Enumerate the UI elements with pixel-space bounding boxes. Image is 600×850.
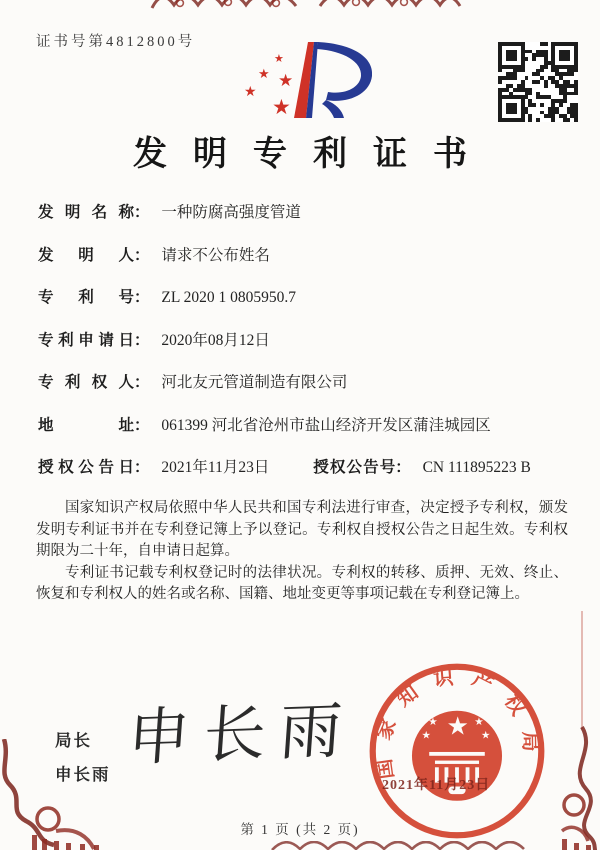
legal-paragraph-2: 专利证书记载专利权登记时的法律状况。专利权的转移、质押、无效、终止、恢复和专利权人的姓名或名称、国籍、地址变更等事项记载在专利登记簿上。 <box>36 564 568 602</box>
field-value: 061399 河北省沧州市盐山经济开发区蒲洼城园区 <box>161 416 491 434</box>
field-row-invention-name: 发明名称： 一种防腐高强度管道 <box>38 200 578 243</box>
svg-text:★: ★ <box>258 66 270 81</box>
svg-text:★: ★ <box>278 71 294 90</box>
certificate-number: 证书号第4812800号 <box>36 34 196 50</box>
top-border-ornament-icon <box>150 0 300 12</box>
field-label: 专利申请日 <box>38 331 134 349</box>
field-label: 发明人 <box>38 246 134 264</box>
bottom-border-ornament-icon <box>270 841 540 850</box>
field-value: ZL 2020 1 0805950.7 <box>161 289 297 306</box>
field-value: CN 111895223 B <box>422 459 531 476</box>
svg-text:★: ★ <box>446 713 469 741</box>
svg-text:★: ★ <box>480 730 491 742</box>
field-row-patent-number: 专利号： ZL 2020 1 0805950.7 <box>38 285 578 328</box>
signer-name: 申长雨 <box>55 765 111 784</box>
field-label: 授权公告号 <box>313 459 396 476</box>
field-row-address: 地址： 061399 河北省沧州市盐山经济开发区蒲洼城园区 <box>38 413 578 456</box>
svg-text:★: ★ <box>244 85 257 100</box>
seal-date-stamp: 2021年11月23日 <box>382 778 491 793</box>
certificate-fields <box>38 200 578 498</box>
qr-code-icon <box>498 42 578 122</box>
field-row-grant-date: 授权公告日： 2021年11月23日 授权公告号： CN 111895223 B <box>38 455 578 498</box>
field-row-patentee: 专利权人： 河北友元管道制造有限公司 <box>38 370 578 413</box>
logo-p-tail-icon <box>322 100 344 118</box>
official-seal-icon <box>366 660 548 842</box>
svg-text:★: ★ <box>428 717 438 729</box>
field-row-inventor: 发明人： 请求不公布姓名 <box>38 243 578 286</box>
field-label: 发明名称 <box>38 204 134 221</box>
field-label: 专利权人 <box>38 374 134 391</box>
signer-title: 局长 <box>55 731 92 750</box>
logo-p-bowl-icon <box>317 42 372 101</box>
legal-paragraph-1: 国家知识产权局依照中华人民共和国专利法进行审查，决定授予专利权，颁发发明专利证书并在专利登记簿上予以登记。专利权自授权公告之日起生效。专利权期限为二十年，自申请日起算。 <box>36 500 568 559</box>
field-label: 专利号 <box>38 289 134 306</box>
signer-block <box>55 724 111 792</box>
svg-text:★: ★ <box>274 53 284 65</box>
field-value: 2020年08月12日 <box>161 331 270 349</box>
field-grant-number: 授权公告号： CN 111895223 B <box>313 459 531 476</box>
svg-text:★: ★ <box>421 730 431 742</box>
field-value: 河北友元管道制造有限公司 <box>161 374 348 391</box>
cnipa-logo-icon <box>232 34 392 129</box>
page-number: 第 1 页 (共 2 页) <box>240 822 360 837</box>
top-border-ornament-icon <box>318 0 463 12</box>
field-row-filing-date: 专利申请日： 2020年08月12日 <box>38 328 578 371</box>
field-value: 一种防腐高强度管道 <box>161 204 301 221</box>
logo-stars-icon <box>244 53 293 119</box>
seal-text: 国家知识产权局 <box>371 665 542 781</box>
field-label: 授权公告日 <box>38 459 134 476</box>
svg-text:★: ★ <box>272 95 291 119</box>
commissioner-signature: 申长雨 <box>125 697 358 774</box>
svg-text:★: ★ <box>474 717 484 729</box>
field-label: 地址 <box>38 416 134 434</box>
certificate-title: 发明专利证书 <box>133 136 493 173</box>
legal-text <box>36 498 568 606</box>
field-value: 2021年11月23日 <box>161 459 270 476</box>
field-value: 请求不公布姓名 <box>161 246 270 264</box>
